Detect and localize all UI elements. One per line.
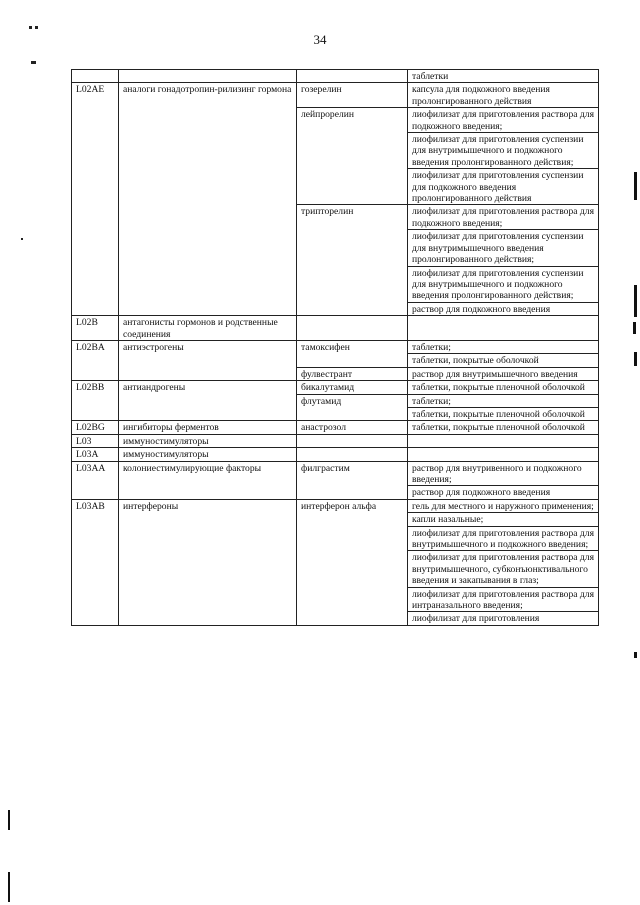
dosage-form-cell: таблетки, покрытые пленочной оболочкой [408, 381, 599, 394]
table-row [72, 499, 599, 512]
dosage-form-cell: таблетки, покрытые оболочкой [408, 354, 599, 367]
dosage-form-cell: раствор для подкожного введения [408, 302, 599, 315]
table-row [72, 381, 599, 394]
dosage-form-cell: таблетки; [408, 394, 599, 407]
dosage-form-cell: раствор для внутримышечного введения [408, 367, 599, 380]
dosage-form-cell [408, 316, 599, 341]
group-name-cell: иммуностимуляторы [119, 434, 297, 447]
dosage-form-cell: лиофилизат для приготовления раствора для подкожного введения; [408, 205, 599, 230]
atc-code-cell [72, 70, 119, 83]
dosage-form-cell: лиофилизат для приготовления суспензии для внутримышечного и подкожного введения пролонгированного действия; [408, 266, 599, 302]
drug-name-cell: гозерелин [297, 83, 408, 108]
dosage-form-cell: таблетки, покрытые пленочной оболочкой [408, 421, 599, 434]
table-row [72, 448, 599, 461]
drug-name-cell [297, 70, 408, 83]
atc-code-cell: L03 [72, 434, 119, 447]
table-row [72, 434, 599, 447]
drug-name-cell: трипторелин [297, 205, 408, 316]
atc-code-cell: L02B [72, 316, 119, 341]
dosage-form-cell: лиофилизат для приготовления раствора для внутримышечного и подкожного введения; [408, 526, 599, 551]
dosage-form-cell: гель для местного и наружного применения; [408, 499, 599, 512]
scan-edge-mark [634, 285, 637, 317]
table-row [72, 461, 599, 486]
dosage-form-cell [408, 448, 599, 461]
dosage-form-cell: раствор для подкожного введения [408, 486, 599, 499]
dosage-form-cell: лиофилизат для приготовления раствора для интраназального введения; [408, 587, 599, 612]
group-name-cell: антиэстрогены [119, 340, 297, 380]
table-row [72, 340, 599, 353]
group-name-cell: антиандрогены [119, 381, 297, 421]
dosage-form-cell: таблетки; [408, 340, 599, 353]
atc-code-cell: L02AE [72, 83, 119, 316]
drug-name-cell: анастрозол [297, 421, 408, 434]
group-name-cell: колониестимулирующие факторы [119, 461, 297, 499]
drug-name-cell: флутамид [297, 394, 408, 421]
drug-name-cell: фулвестрант [297, 367, 408, 380]
dosage-form-cell: лиофилизат для приготовления [408, 612, 599, 625]
scan-edge-mark [634, 352, 637, 366]
dosage-form-cell: капли назальные; [408, 513, 599, 526]
atc-code-cell: L03AB [72, 499, 119, 625]
atc-code-cell: L03A [72, 448, 119, 461]
dosage-form-cell: раствор для внутривенного и подкожного введения; [408, 461, 599, 486]
group-name-cell: иммуностимуляторы [119, 448, 297, 461]
scan-edge-mark [634, 172, 637, 200]
table-row [72, 421, 599, 434]
group-name-cell: антагонисты гормонов и родственные соединения [119, 316, 297, 341]
page-number: 34 [313, 32, 327, 47]
table-row [72, 316, 599, 341]
drug-name-cell [297, 434, 408, 447]
dosage-form-cell [408, 434, 599, 447]
table-row [72, 83, 599, 108]
drug-name-cell: лейпрорелин [297, 108, 408, 205]
dosage-form-cell: таблетки, покрытые пленочной оболочкой [408, 407, 599, 420]
drug-name-cell: интерферон альфа [297, 499, 408, 625]
dosage-form-cell: лиофилизат для приготовления суспензии для внутримышечного и подкожного введения пролонгированного действия; [408, 133, 599, 169]
atc-code-cell: L02BG [72, 421, 119, 434]
drug-name-cell [297, 316, 408, 341]
dosage-form-cell: лиофилизат для приготовления раствора для внутримышечного, субконъюнктивального введения и закапывания в глаз; [408, 551, 599, 587]
scan-edge-mark [8, 872, 10, 902]
scan-edge-mark [633, 322, 636, 334]
group-name-cell: аналоги гонадотропин-рилизинг гормона [119, 83, 297, 316]
drug-name-cell: бикалутамид [297, 381, 408, 394]
table-row [72, 70, 599, 83]
drug-name-cell: филграстим [297, 461, 408, 499]
atc-code-cell: L02BA [72, 340, 119, 380]
atc-code-cell: L02BB [72, 381, 119, 421]
dosage-form-cell: капсула для подкожного введения пролонгированного действия [408, 83, 599, 108]
drug-name-cell: тамоксифен [297, 340, 408, 367]
drug-name-cell [297, 448, 408, 461]
atc-code-cell: L03AA [72, 461, 119, 499]
scan-edge-mark [8, 810, 10, 830]
drug-table [71, 69, 599, 626]
scan-edge-mark [634, 652, 637, 658]
dosage-form-cell: таблетки [408, 70, 599, 83]
group-name-cell [119, 70, 297, 83]
group-name-cell: интерфероны [119, 499, 297, 625]
dosage-form-cell: лиофилизат для приготовления суспензии для подкожного введения пролонгированного действия [408, 169, 599, 205]
dosage-form-cell: лиофилизат для приготовления раствора для подкожного введения; [408, 108, 599, 133]
group-name-cell: ингибиторы ферментов [119, 421, 297, 434]
dosage-form-cell: лиофилизат для приготовления суспензии для внутримышечного введения пролонгированного действия; [408, 230, 599, 266]
